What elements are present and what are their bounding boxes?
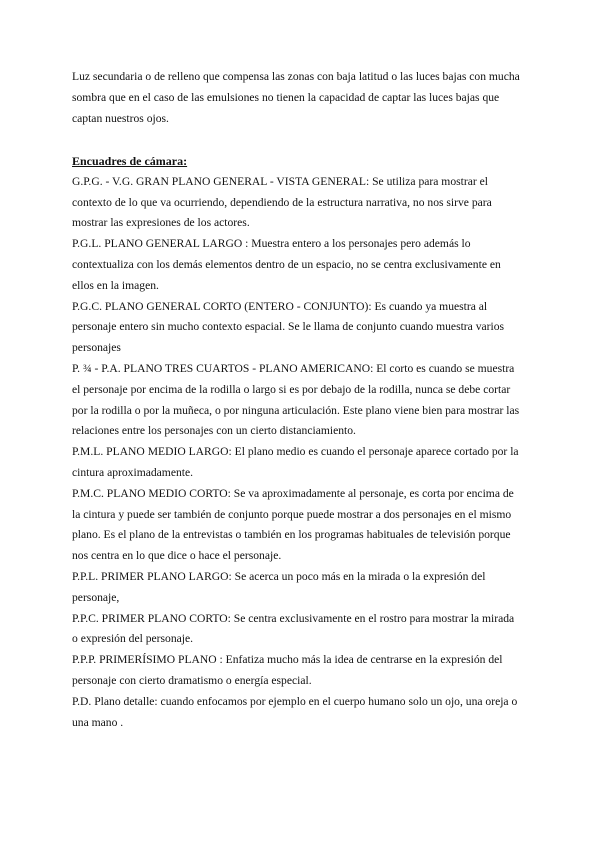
entry-plano-medio-largo: P.M.L. PLANO MEDIO LARGO: El plano medio es cuando el personaje aparece cortado por la cintura aproximadamente. — [72, 445, 519, 479]
entry-plano-detalle: P.D. Plano detalle: cuando enfocamos por ejemplo en el cuerpo humano solo un ojo, una oreja o una mano . — [72, 694, 518, 729]
intro-paragraph: Luz secundaria o de relleno que compensa las zonas con baja latitud o las luces bajas con mucha sombra que en el caso de las emulsiones no tienen la capacidad de captar las luces bajas que captan nuestros ojos. — [72, 70, 520, 126]
entry-plano-general-corto: P.G.C. PLANO GENERAL CORTO (ENTERO - CONJUNTO): Es cuando ya muestra al personaje entero sin mucho contexto espacial. Se le llama de conjunto cuando muestra varios personajes — [72, 299, 505, 355]
entry-gran-plano-general: G.P.G. - V.G. GRAN PLANO GENERAL - VISTA GENERAL: Se utiliza para mostrar el contexto de lo que va ocurriendo, dependiendo de la estructura narrativa, no nos sirve para mostrar las expresiones de los actores. — [72, 174, 492, 230]
entry-primer-plano-corto: P.P.C. PRIMER PLANO CORTO: Se centra exclusivamente en el rostro para mostrar la mirada o expresión del personaje. — [72, 611, 515, 646]
entry-primer-plano-largo: P.P.L. PRIMER PLANO LARGO: Se acerca un poco más en la mirada o la expresión del personaje, — [72, 569, 486, 604]
section-heading: Encuadres de cámara: — [72, 154, 188, 168]
camera-framing-section — [72, 151, 522, 733]
entry-plano-medio-corto: P.M.C. PLANO MEDIO CORTO: Se va aproximadamente al personaje, es corta por encima de la cintura y puede ser también de conjunto porque puede mostrar a dos personajes en el mismo plano. Es el plano de la entrevistas o también en los programas habituales de televisión porque nos centra en lo que dice o hace el personaje. — [72, 486, 514, 563]
entry-primerisimo-plano: P.P.P. PRIMERÍSIMO PLANO : Enfatiza mucho más la idea de centrarse en la expresión del personaje con cierto dramatismo o energía especial. — [72, 653, 503, 687]
entry-plano-americano: P. ¾ - P.A. PLANO TRES CUARTOS - PLANO AMERICANO: El corto es cuando se muestra el personaje por encima de la rodilla o largo si es por debajo de la rodilla, nunca se debe cortar por la rodilla o por la muñeca, o por ninguna articulación. Este plano viene bien para mostrar las relaciones entre los personajes con un cierto distanciamiento. — [72, 361, 520, 438]
intro-section — [72, 66, 522, 130]
entry-plano-general-largo: P.G.L. PLANO GENERAL LARGO : Muestra entero a los personajes pero además lo contextualiza con los demás elementos dentro de un espacio, no se centra exclusivamente en ellos en la imagen. — [72, 237, 501, 292]
